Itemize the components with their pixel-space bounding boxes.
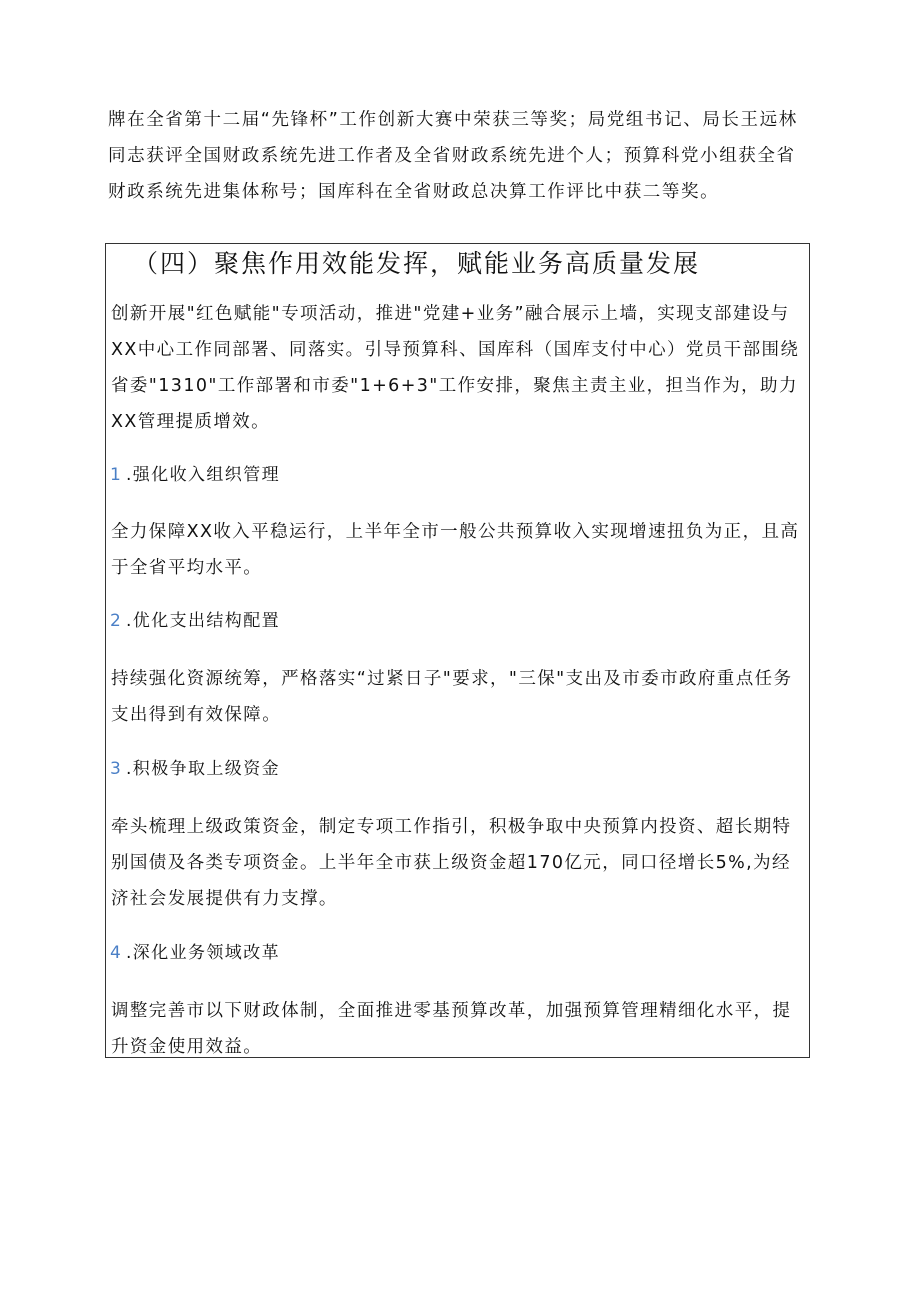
section-heading: （四）聚焦作用效能发挥，赋能业务高质量发展 — [133, 249, 701, 278]
item-title-3 — [110, 756, 280, 782]
item-title-text: .深化业务领域改革 — [126, 943, 281, 963]
item-title-4 — [110, 940, 280, 966]
item-body-4: 调整完善市以下财政体制，全面推进零基预算改革，加强预算管理精细化水平，提升资金使用效益。 — [111, 1001, 792, 1057]
item-title-text: .强化收入组织管理 — [126, 465, 281, 485]
section-box — [105, 243, 810, 1058]
item-title-text: .优化支出结构配置 — [126, 611, 281, 631]
item-number: 1 — [110, 465, 123, 485]
item-body-1: 全力保障XX收入平稳运行，上半年全市一般公共预算收入实现增速扭负为正，且高于全省平均水平。 — [111, 522, 800, 578]
item-number: 2 — [110, 611, 123, 631]
item-title-1 — [110, 462, 280, 488]
section-summary: 创新开展"红色赋能"专项活动，推进"党建+业务”融合展示上墙，实现支部建设与XX中心工作同部署、同落实。引导预算科、国库科（国库支付中心）党员干部围绕省委"1310"工作部署和市委"1+6+3"工作安排，聚焦主责主业，担当作为，助力XX管理提质增效。 — [111, 304, 800, 432]
intro-paragraph: 牌在全省第十二届“先锋杯”工作创新大赛中荣获三等奖；局党组书记、局长王远林同志获评全国财政系统先进工作者及全省财政系统先进个人；预算科党小组获全省财政系统先进集体称号；国库科在全省财政总决算工作评比中获二等奖。 — [108, 110, 798, 202]
item-number: 4 — [110, 943, 123, 963]
item-body-3: 牵头梳理上级政策资金，制定专项工作指引，积极争取中央预算内投资、超长期特别国债及各类专项资金。上半年全市获上级资金超170亿元，同口径增长5%,为经济社会发展提供有力支撑。 — [111, 817, 792, 909]
item-title-2 — [110, 608, 280, 634]
item-number: 3 — [110, 759, 123, 779]
item-title-text: .积极争取上级资金 — [126, 759, 281, 779]
item-body-2: 持续强化资源统筹，严格落实“过紧日子"要求，"三保"支出及市委市政府重点任务支出得到有效保障。 — [111, 669, 793, 725]
